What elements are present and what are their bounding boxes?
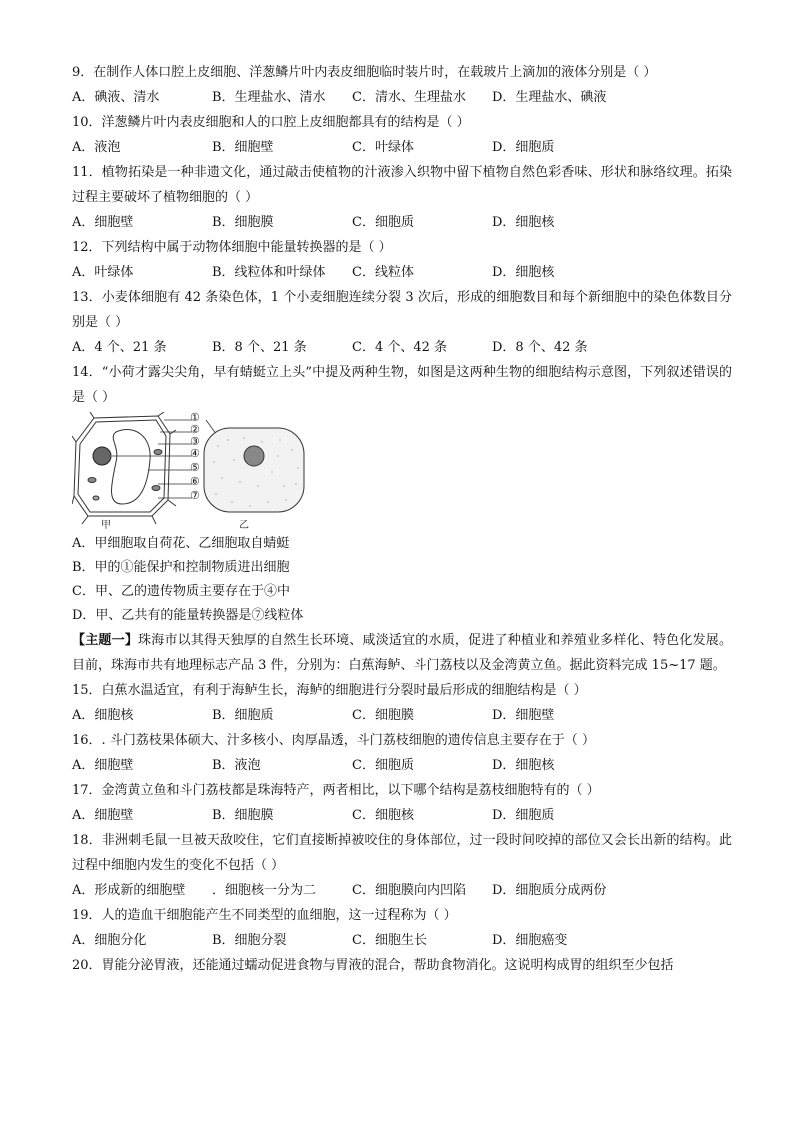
option-a: A．甲细胞取自荷花、乙细胞取自蜻蜓 bbox=[72, 536, 290, 551]
marker-4: ④ bbox=[190, 447, 200, 460]
option-d: D．细胞核 bbox=[492, 265, 555, 280]
topic-one-passage bbox=[72, 628, 732, 678]
option-d: D．细胞质分成两份 bbox=[492, 883, 607, 898]
question-13: 13．小麦体细胞有 42 条染色体，1 个小麦细胞连续分裂 3 次后，形成的细胞数目和每个新细胞中的染色体数目分别是（ ） bbox=[72, 290, 732, 330]
question-18: 18．非洲刺毛鼠一旦被天敌咬住，它们直接断掉被咬住的身体部位，过一段时间咬掉的部位又会长出新的结构。此过程中细胞内发生的变化不包括（ ） bbox=[72, 833, 732, 873]
option-b: B．细胞分裂 bbox=[212, 933, 287, 948]
nucleus-jia bbox=[93, 447, 111, 465]
option-c: C．细胞质 bbox=[352, 215, 414, 230]
option-d: D．细胞质 bbox=[492, 140, 555, 155]
option-a: A．细胞壁 bbox=[72, 808, 134, 823]
topic-one-text: 珠海市以其得天独厚的自然生长环境、咸淡适宜的水质，促进了种植业和养殖业多样化、特色化发展。目前，珠海市共有地理标志产品 3 件，分别为：白蕉海鲈、斗门荔枝以及金湾黄立鱼。据此资料完成 15~17 题。 bbox=[72, 633, 732, 673]
option-b: B．细胞质 bbox=[212, 708, 274, 723]
option-d: D．甲、乙共有的能量转换器是⑦线粒体 bbox=[72, 608, 304, 623]
option-d: D．细胞癌变 bbox=[492, 933, 568, 948]
question-19-options bbox=[72, 928, 732, 953]
option-b: B．甲的①能保护和控制物质进出细胞 bbox=[72, 560, 290, 575]
question-17: 17．金湾黄立鱼和斗门荔枝都是珠海特产，两者相比，以下哪个结构是荔枝细胞特有的（ ） bbox=[72, 783, 600, 798]
option-a: A．叶绿体 bbox=[72, 265, 134, 280]
option-a: A．细胞壁 bbox=[72, 215, 134, 230]
exam-page bbox=[72, 60, 732, 978]
label-yi: 乙 bbox=[239, 520, 249, 530]
option-a: A．细胞分化 bbox=[72, 933, 147, 948]
marker-2: ② bbox=[190, 423, 200, 436]
option-b: B．细胞壁 bbox=[212, 140, 274, 155]
animal-cell-drawing bbox=[204, 428, 304, 512]
option-a: A．细胞核 bbox=[72, 708, 134, 723]
option-a: A．液泡 bbox=[72, 140, 121, 155]
option-d: D．生理盐水、碘液 bbox=[492, 90, 607, 105]
option-c: C．甲、乙的遗传物质主要存在于④中 bbox=[72, 584, 290, 599]
cell-structure-figure bbox=[72, 412, 732, 530]
option-c: C．4 个、42 条 bbox=[352, 340, 448, 355]
plant-cell-drawing bbox=[72, 412, 176, 524]
question-9-options bbox=[72, 85, 732, 110]
question-20: 20．胃能分泌胃液，还能通过蠕动促进食物与胃液的混合，帮助食物消化。这说明构成胃的组织至少包括 bbox=[72, 958, 674, 973]
option-b: B．8 个、21 条 bbox=[212, 340, 307, 355]
question-10: 10．洋葱鳞片叶内表皮细胞和人的口腔上皮细胞都具有的结构是（ ） bbox=[72, 115, 470, 130]
question-16-options bbox=[72, 753, 732, 778]
marker-7: ⑦ bbox=[190, 489, 200, 502]
option-a: A．4 个、21 条 bbox=[72, 340, 167, 355]
option-d: D．细胞壁 bbox=[492, 708, 555, 723]
marker-3: ③ bbox=[190, 435, 200, 448]
option-b: B．液泡 bbox=[212, 758, 261, 773]
question-18-options bbox=[72, 878, 732, 903]
question-15-options bbox=[72, 703, 732, 728]
question-11: 11．植物拓染是一种非遗文化，通过敲击使植物的汁液渗入织物中留下植物自然色彩香味、形状和脉络纹理。拓染过程主要破坏了植物细胞的（ ） bbox=[72, 165, 732, 205]
option-a: A．细胞壁 bbox=[72, 758, 134, 773]
question-15: 15．白蕉水温适宜，有利于海鲈生长，海鲈的细胞进行分裂时最后形成的细胞结构是（ ） bbox=[72, 683, 587, 698]
option-b: B．细胞膜 bbox=[212, 215, 274, 230]
option-d: D．细胞质 bbox=[492, 808, 555, 823]
question-17-options bbox=[72, 803, 732, 828]
question-12-options bbox=[72, 260, 732, 285]
option-d: D．细胞核 bbox=[492, 758, 555, 773]
question-13-options bbox=[72, 335, 732, 360]
option-c: C．细胞核 bbox=[352, 808, 414, 823]
question-14: 14．“小荷才露尖尖角，早有蜻蜓立上头”中提及两种生物，如图是这两种生物的细胞结构示意图，下列叙述错误的是（ ） bbox=[72, 365, 732, 405]
label-jia: 甲 bbox=[101, 520, 111, 530]
option-b: B．线粒体和叶绿体 bbox=[212, 265, 326, 280]
marker-5: ⑤ bbox=[190, 461, 200, 474]
option-c: C．叶绿体 bbox=[352, 140, 414, 155]
option-d: D．8 个、42 条 bbox=[492, 340, 588, 355]
option-b: ．细胞核一分为二 bbox=[212, 883, 317, 898]
option-a: A．形成新的细胞壁 bbox=[72, 883, 186, 898]
option-c: C．细胞生长 bbox=[352, 933, 427, 948]
question-12: 12．下列结构中属于动物体细胞中能量转换器的是（ ） bbox=[72, 240, 392, 255]
marker-6: ⑥ bbox=[190, 475, 200, 488]
option-c: C．清水、生理盐水 bbox=[352, 90, 466, 105]
option-c: C．细胞膜向内凹陷 bbox=[352, 883, 466, 898]
option-b: B．细胞膜 bbox=[212, 808, 274, 823]
marker-1: ① bbox=[190, 411, 200, 424]
option-c: C．细胞膜 bbox=[352, 708, 414, 723]
option-b: B．生理盐水、清水 bbox=[212, 90, 326, 105]
question-10-options bbox=[72, 135, 732, 160]
question-16: 16．. 斗门荔枝果体硕大、汁多核小、肉厚晶透，斗门荔枝细胞的遗传信息主要存在于（ ） bbox=[72, 733, 595, 748]
option-c: C．细胞质 bbox=[352, 758, 414, 773]
vacuole-outline bbox=[112, 430, 151, 504]
topic-one-tag: 【主题一】 bbox=[72, 633, 139, 648]
option-a: A．碘液、清水 bbox=[72, 90, 160, 105]
question-9: 9．在制作人体口腔上皮细胞、洋葱鳞片叶内表皮细胞临时装片时，在载玻片上滴加的液体分别是（ ） bbox=[72, 65, 657, 80]
question-19: 19．人的造血干细胞能产生不同类型的血细胞，这一过程称为（ ） bbox=[72, 908, 457, 923]
question-11-options bbox=[72, 210, 732, 235]
option-c: C．线粒体 bbox=[352, 265, 414, 280]
option-d: D．细胞核 bbox=[492, 215, 555, 230]
